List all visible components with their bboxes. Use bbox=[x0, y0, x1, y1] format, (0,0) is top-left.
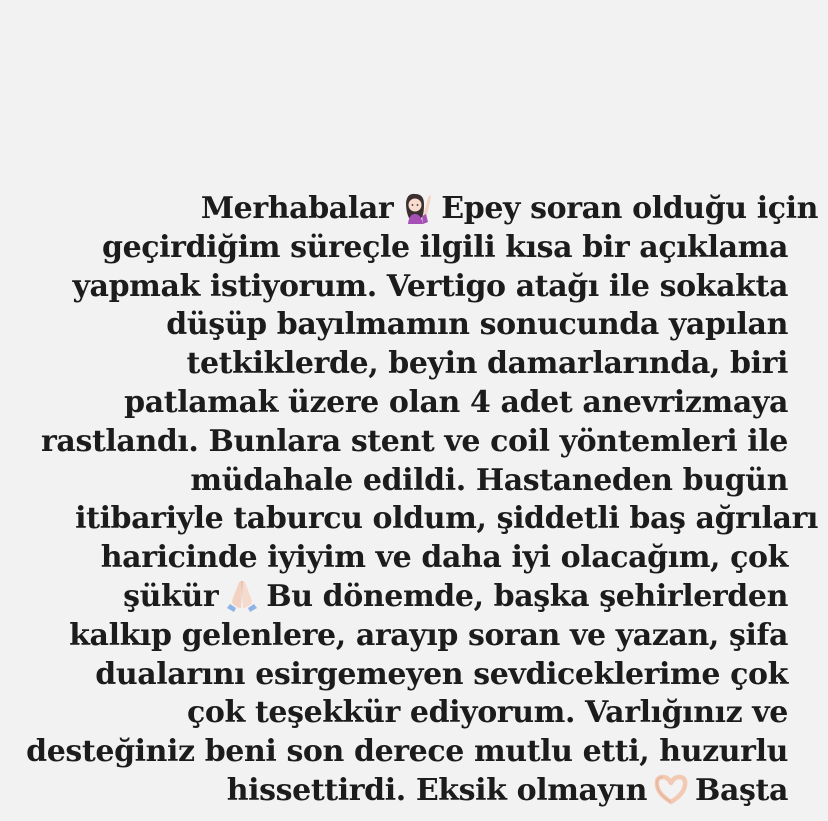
folded-hands-emoji-icon bbox=[224, 578, 260, 612]
caption-text: Merhabalar bbox=[200, 191, 394, 226]
story-caption bbox=[0, 190, 828, 811]
caption-line: desteğiniz beni son derece mutlu etti, huzurlu bbox=[26, 734, 788, 770]
woman-raising-hand-emoji-icon bbox=[399, 190, 435, 224]
caption-line bbox=[0, 190, 828, 229]
caption-text: şükür bbox=[123, 578, 219, 614]
caption-line: düşüp bayılmamın sonucunda yapılan bbox=[166, 307, 788, 343]
caption-text: Epey soran olduğu için bbox=[441, 191, 818, 226]
caption-text: Bu dönemde, başka şehirlerden bbox=[266, 578, 788, 614]
caption-line: çok teşekkür ediyorum. Varlığınız ve bbox=[187, 695, 788, 731]
caption-line: rastlandı. Bunlara stent ve coil yöntemleri ile bbox=[41, 423, 788, 459]
caption-line: dualarını esirgemeyen sevdiceklerime çok bbox=[95, 656, 788, 692]
caption-line: itibariyle taburcu oldum, şiddetli baş ağrıları bbox=[75, 501, 818, 537]
caption-line: yapmak istiyorum. Vertigo atağı ile sokakta bbox=[72, 268, 788, 304]
caption-line: haricinde iyiyim ve daha iyi olacağım, çok bbox=[100, 540, 788, 576]
caption-line: patlamak üzere olan 4 adet anevrizmaya bbox=[124, 384, 788, 420]
caption-line: geçirdiğim süreçle ilgili kısa bir açıklama bbox=[102, 229, 788, 265]
caption-line: tetkiklerde, beyin damarlarında, biri bbox=[186, 346, 788, 382]
caption-line: müdahale edildi. Hastaneden bugün bbox=[190, 462, 788, 498]
caption-text: Başta bbox=[695, 772, 788, 808]
caption-text: hissettirdi. Eksik olmayın bbox=[226, 772, 648, 808]
heart-hands-emoji-icon bbox=[653, 772, 689, 806]
caption-line bbox=[0, 578, 828, 617]
caption-line bbox=[0, 772, 828, 811]
caption-line: kalkıp gelenlere, arayıp soran ve yazan, şifa bbox=[69, 617, 788, 653]
